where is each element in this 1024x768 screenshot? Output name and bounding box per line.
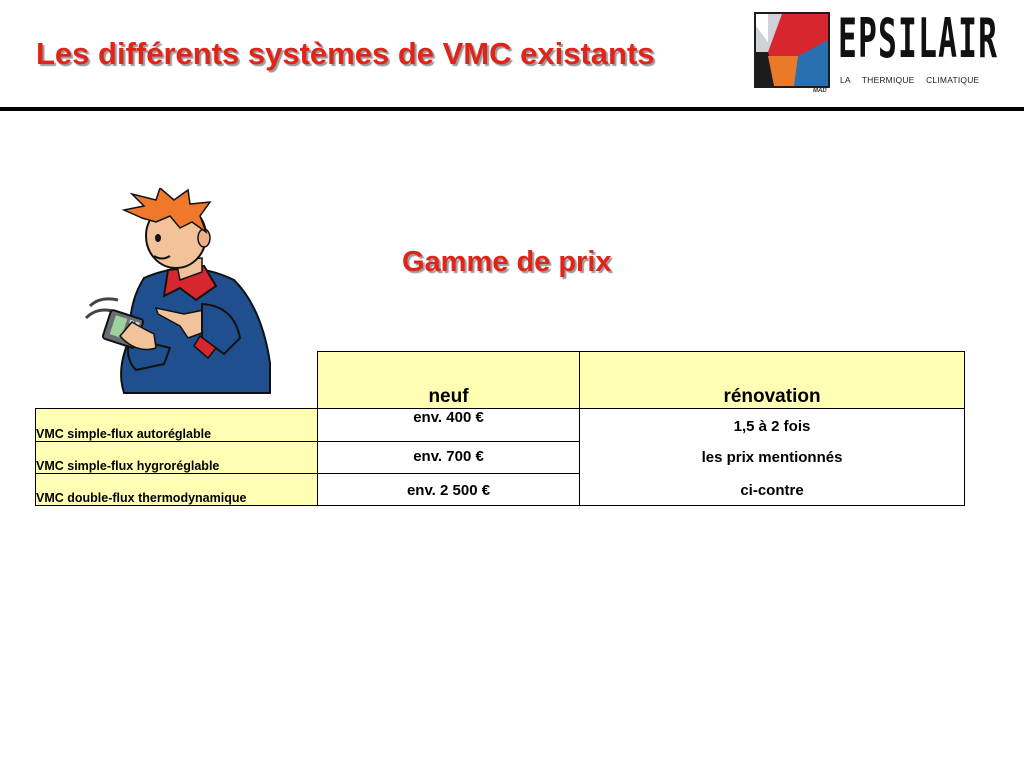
price-neuf: env. 2 500 €	[318, 473, 580, 505]
row-label: VMC simple-flux autoréglable	[36, 409, 318, 442]
logo-caption: MAD	[813, 88, 827, 94]
renovation-note	[580, 409, 965, 506]
section-subtitle: Gamme de prix	[402, 246, 612, 278]
table-row	[36, 409, 965, 442]
table-corner	[36, 352, 318, 409]
price-neuf: env. 400 €	[318, 409, 580, 442]
price-table	[35, 351, 965, 506]
renovation-note-line: ci-contre	[740, 482, 804, 499]
column-header-neuf: neuf	[318, 352, 580, 409]
renovation-note-line: 1,5 à 2 fois	[733, 418, 811, 435]
column-header-renovation: rénovation	[580, 352, 965, 409]
header-divider	[0, 107, 1024, 111]
row-label: VMC double-flux thermodynamique	[36, 473, 318, 505]
epsilair-logo-icon	[754, 12, 830, 88]
page-title: Les différents systèmes de VMC existants	[36, 36, 655, 71]
price-neuf: env. 700 €	[318, 442, 580, 473]
renovation-note-line: les prix mentionnés	[701, 449, 843, 466]
row-label: VMC simple-flux hygroréglable	[36, 442, 318, 473]
logo-wordmark: EPSILAIR	[838, 7, 999, 70]
logo-tagline: LA THERMIQUE CLIMATIQUE	[840, 75, 980, 85]
